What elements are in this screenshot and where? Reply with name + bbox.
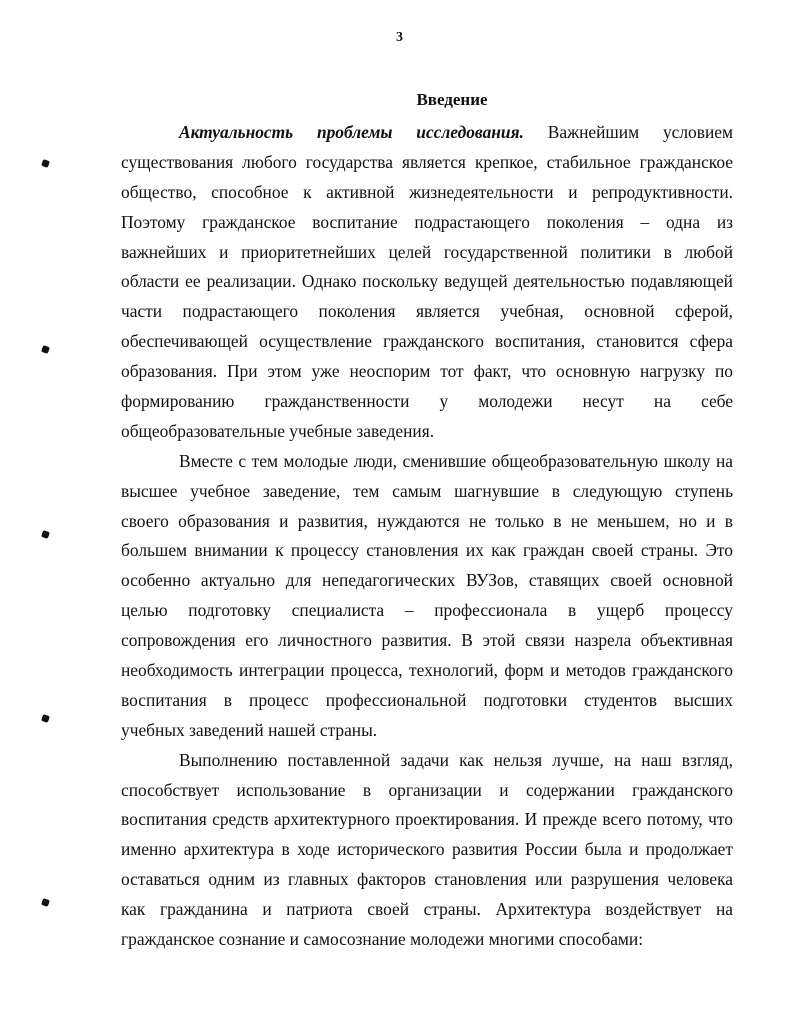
section-heading bbox=[0, 90, 799, 110]
text-line bbox=[121, 865, 733, 895]
line-text: образования. При этом уже неоспорим тот факт, что основную нагрузку по bbox=[121, 361, 733, 382]
page-number: 3 bbox=[396, 30, 403, 45]
margin-mark bbox=[41, 898, 50, 907]
paragraph bbox=[121, 118, 733, 447]
text-line bbox=[121, 208, 733, 238]
line-text: особенно актуально для непедагогических ВУЗов, ставящих своей основной bbox=[121, 570, 733, 591]
margin-mark bbox=[41, 159, 50, 168]
text-line bbox=[121, 357, 733, 387]
line-text: высшее учебное заведение, тем самым шагнувшие в следующую ступень bbox=[121, 480, 733, 501]
line-text: целью подготовку специалиста – профессионала в ущерб процессу bbox=[121, 600, 733, 621]
line-text: Важнейшим условием bbox=[547, 122, 733, 142]
line-text: части подрастающего поколения является учебная, основной сферой, bbox=[121, 301, 733, 322]
line-text: существования любого государства является крепкое, стабильное гражданское bbox=[121, 151, 733, 172]
margin-mark bbox=[41, 714, 50, 723]
text-line bbox=[121, 805, 733, 835]
line-text: оставаться одним из главных факторов становления или разрушения человека bbox=[121, 869, 733, 890]
line-text: воспитания средств архитектурного проектирования. И прежде всего потому, что bbox=[121, 809, 733, 830]
section-heading-text: Введение bbox=[416, 90, 488, 109]
text-line bbox=[121, 686, 733, 716]
line-text: Поэтому гражданское воспитание подрастающего поколения – одна из bbox=[121, 211, 733, 232]
text-line bbox=[121, 895, 733, 925]
text-line bbox=[121, 716, 733, 746]
line-text: большем внимании к процессу становления их как граждан своей страны. Это bbox=[121, 540, 733, 561]
margin-mark bbox=[41, 530, 50, 539]
text-line bbox=[121, 746, 733, 776]
paragraph bbox=[121, 447, 733, 746]
text-line bbox=[121, 447, 733, 477]
text-line bbox=[121, 118, 733, 148]
text-line bbox=[121, 417, 733, 447]
line-text: общеобразовательные учебные заведения. bbox=[121, 420, 435, 441]
body-text bbox=[121, 118, 733, 955]
line-text: сопровождения его личностного развития. В этой связи назрела объективная bbox=[121, 630, 733, 651]
text-line bbox=[121, 656, 733, 686]
text-line bbox=[121, 776, 733, 806]
line-text: области ее реализации. Однако поскольку ведущей деятельностью подавляющей bbox=[121, 271, 733, 292]
text-line bbox=[121, 238, 733, 268]
text-line bbox=[121, 596, 733, 626]
margin-mark bbox=[41, 345, 50, 354]
text-line bbox=[121, 148, 733, 178]
line-text: своего образования и развития, нуждаются не только в не меньшем, но и в bbox=[121, 510, 733, 531]
lead-phrase: Актуальность проблемы исследования. bbox=[179, 122, 524, 142]
line-text: важнейших и приоритетнейших целей государственной политики в любой bbox=[121, 241, 733, 262]
text-line bbox=[121, 477, 733, 507]
text-line bbox=[121, 327, 733, 357]
line-text: Выполнению поставленной задачи как нельзя лучше, на наш взгляд, bbox=[179, 749, 733, 770]
line-text: воспитания в процесс профессиональной подготовки студентов высших bbox=[121, 689, 733, 710]
line-text: обеспечивающей осуществление гражданского воспитания, становится сфера bbox=[121, 331, 733, 352]
line-text: общество, способное к активной жизнедеятельности и репродуктивности. bbox=[121, 181, 733, 202]
line-text: необходимость интеграции процесса, технологий, форм и методов гражданского bbox=[121, 660, 733, 681]
text-line bbox=[121, 267, 733, 297]
line-text: способствует использование в организации и содержании гражданского bbox=[121, 779, 733, 800]
line-text: учебных заведений нашей страны. bbox=[121, 719, 378, 740]
line-text: как гражданина и патриота своей страны. Архитектура воздействует на bbox=[121, 899, 733, 920]
text-line bbox=[121, 835, 733, 865]
line-text: гражданское сознание и самосознание молодежи многими способами: bbox=[121, 929, 644, 950]
text-line bbox=[121, 536, 733, 566]
text-line bbox=[121, 297, 733, 327]
line-text: Вместе с тем молодые люди, сменившие общеобразовательную школу на bbox=[179, 450, 733, 471]
text-line bbox=[121, 925, 733, 955]
paragraph bbox=[121, 746, 733, 955]
text-line bbox=[121, 566, 733, 596]
text-line bbox=[121, 507, 733, 537]
line-text: именно архитектура в ходе исторического развития России была и продолжает bbox=[121, 839, 733, 860]
text-line bbox=[121, 178, 733, 208]
text-line bbox=[121, 387, 733, 417]
line-text: формированию гражданственности у молодежи несут на себе bbox=[121, 391, 733, 412]
text-line bbox=[121, 626, 733, 656]
